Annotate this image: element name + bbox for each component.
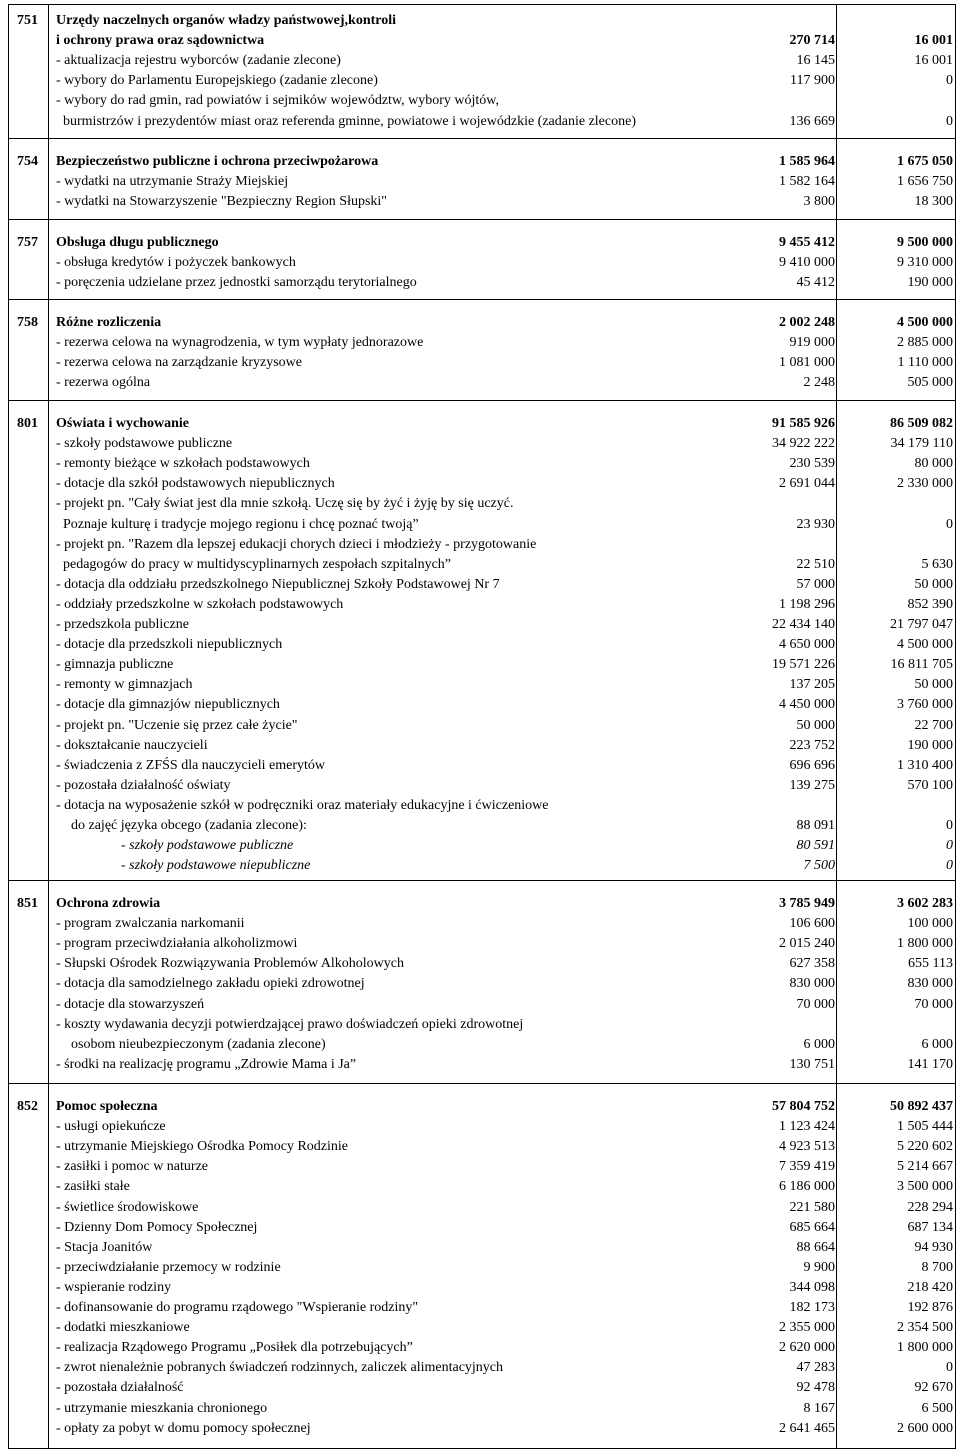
value-projection: 830 000	[907, 976, 953, 992]
row-label: - zasiłki stałe	[56, 1179, 130, 1195]
value-projection: 94 930	[914, 1239, 953, 1255]
value-projection: 6 000	[921, 1036, 953, 1052]
value-projection: 852 390	[907, 596, 953, 612]
value-plan: 91 585 926	[772, 416, 835, 431]
section-divider	[9, 1083, 955, 1084]
table-row	[9, 555, 955, 575]
table-row	[9, 595, 955, 615]
table-row	[9, 1177, 955, 1197]
section-header-row	[9, 414, 955, 434]
value-projection: 0	[946, 73, 953, 89]
section-code: 754	[17, 154, 38, 169]
value-projection: 5 220 602	[897, 1139, 953, 1155]
value-projection: 3 760 000	[897, 697, 953, 713]
row-label: - szkoły podstawowe publiczne	[56, 436, 233, 452]
table-row	[9, 816, 955, 836]
table-row	[9, 91, 955, 111]
value-projection: 80 000	[914, 456, 953, 472]
value-plan: 6 186 000	[779, 1179, 835, 1195]
row-label: - Stacja Joanitów	[56, 1239, 153, 1255]
table-row	[9, 253, 955, 273]
table-row	[9, 51, 955, 71]
value-plan: 22 434 140	[772, 617, 835, 632]
section-divider	[9, 299, 955, 300]
row-label: - szkoły podstawowe niepubliczne	[121, 858, 311, 874]
value-projection: 218 420	[907, 1279, 953, 1295]
row-label: - środki na realizację programu „Zdrowie Mama i Ja”	[56, 1056, 357, 1072]
value-projection: 21 797 047	[890, 617, 953, 632]
value-projection: 0	[946, 113, 953, 129]
row-label: Poznaje kulturę i tradycje mojego regionu i chcę poznać twoją”	[63, 516, 419, 532]
row-label: - opłaty za pobyt w domu pomocy społecznej	[56, 1420, 311, 1436]
table-row	[9, 1298, 955, 1318]
value-plan: 2 015 240	[779, 936, 835, 952]
value-projection: 100 000	[907, 916, 953, 932]
row-label: - dotacje dla gimnazjów niepublicznych	[56, 697, 280, 713]
value-plan: 70 000	[796, 996, 835, 1012]
value-plan: 4 923 513	[779, 1139, 835, 1155]
value-plan: 45 412	[796, 275, 835, 291]
table-row	[9, 172, 955, 192]
row-label: Oświata i wychowanie	[56, 416, 189, 431]
row-label: - dotacje dla stowarzyszeń	[56, 996, 205, 1012]
row-label: - dofinansowanie do programu rządowego "Wspieranie rodziny"	[56, 1300, 419, 1315]
value-projection: 655 113	[908, 956, 953, 972]
value-plan: 344 098	[789, 1279, 835, 1295]
table-row	[9, 1419, 955, 1439]
section-code: 852	[17, 1099, 38, 1114]
value-projection: 1 675 050	[897, 154, 953, 169]
table-row	[9, 836, 955, 856]
table-row	[9, 914, 955, 934]
value-projection: 1 800 000	[897, 1340, 953, 1356]
row-label: - Słupski Ośrodek Rozwiązywania Problemów Alkoholowych	[56, 956, 405, 972]
value-projection: 0	[946, 1360, 953, 1376]
value-plan: 23 930	[796, 516, 835, 532]
value-plan: 7 359 419	[779, 1159, 835, 1175]
value-plan: 47 283	[796, 1360, 835, 1376]
row-label: - utrzymanie Miejskiego Ośrodka Pomocy Rodzinie	[56, 1139, 348, 1155]
table-row	[9, 1358, 955, 1378]
row-label: - dokształcanie nauczycieli	[56, 737, 208, 753]
table-row	[9, 454, 955, 474]
section-divider	[9, 880, 955, 881]
value-plan: 8 167	[803, 1400, 835, 1416]
table-row	[9, 655, 955, 675]
value-projection: 50 000	[914, 576, 953, 592]
row-label: - zasiłki i pomoc w naturze	[56, 1159, 209, 1175]
value-plan: 9 900	[803, 1259, 835, 1275]
value-plan: 2 248	[803, 375, 835, 391]
row-label: - projekt pn. "Razem dla lepszej edukacji chorych dzieci i młodzieży - przygotowanie	[56, 536, 537, 552]
table-row	[9, 995, 955, 1015]
table-row	[9, 675, 955, 695]
value-projection: 228 294	[907, 1199, 953, 1215]
value-projection: 9 310 000	[897, 255, 953, 271]
table-row	[9, 1015, 955, 1035]
value-plan: 9 410 000	[779, 255, 835, 271]
row-label: Ochrona zdrowia	[56, 896, 161, 911]
section-header-row	[9, 313, 955, 333]
row-label: osobom nieubezpieczonym (zadania zlecone)	[71, 1036, 326, 1052]
table-row	[9, 934, 955, 954]
value-projection: 141 170	[907, 1056, 953, 1072]
value-projection: 570 100	[907, 777, 953, 793]
value-plan: 7 500	[803, 858, 835, 874]
row-label: - realizacja Rządowego Programu „Posiłek dla potrzebujących”	[56, 1340, 413, 1356]
table-row	[9, 434, 955, 454]
value-projection: 3 602 283	[897, 896, 953, 911]
table-row	[9, 776, 955, 796]
value-plan: 34 922 222	[772, 436, 835, 452]
row-label: - dodatki mieszkaniowe	[56, 1320, 190, 1336]
row-label: - dotacje dla szkół podstawowych niepublicznych	[56, 476, 335, 492]
value-plan: 139 275	[789, 777, 835, 793]
value-plan: 230 539	[789, 456, 835, 472]
value-plan: 270 714	[789, 33, 835, 49]
section-header-row	[9, 31, 955, 51]
row-label: - program zwalczania narkomanii	[56, 916, 245, 932]
budget-table	[8, 4, 956, 1449]
value-plan: 696 696	[789, 757, 835, 773]
row-label: - remonty w gimnazjach	[56, 677, 193, 693]
value-plan: 1 585 964	[779, 154, 835, 169]
value-projection: 16 001	[914, 53, 953, 69]
table-row	[9, 1157, 955, 1177]
value-plan: 1 123 424	[779, 1119, 835, 1135]
value-plan: 182 173	[789, 1300, 835, 1315]
value-projection: 2 330 000	[897, 476, 953, 492]
section-header-row	[9, 1097, 955, 1117]
row-label: - obsługa kredytów i pożyczek bankowych	[56, 255, 296, 271]
table-row	[9, 515, 955, 535]
value-plan: 50 000	[796, 717, 835, 733]
value-projection: 0	[946, 858, 953, 874]
row-label: - usługi opiekuńcze	[56, 1119, 166, 1135]
value-projection: 2 354 500	[897, 1320, 953, 1336]
row-label: - dotacja na wyposażenie szkół w podręczniki oraz materiały edukacyjne i ćwiczeniowe	[56, 797, 549, 813]
table-row	[9, 615, 955, 635]
row-label: - dotacja dla oddziału przedszkolnego Niepublicznej Szkoły Podstawowej Nr 7	[56, 576, 500, 592]
table-row	[9, 736, 955, 756]
row-label: - koszty wydawania decyzji potwierdzającej prawo doświadczeń opieki zdrowotnej	[56, 1016, 524, 1032]
value-projection: 1 656 750	[897, 174, 953, 190]
row-label: - program przeciwdziałania alkoholizmowi	[56, 936, 298, 952]
value-projection: 86 509 082	[890, 416, 953, 431]
table-row	[9, 474, 955, 494]
table-row	[9, 353, 955, 373]
section-divider	[9, 138, 955, 139]
value-projection: 8 700	[921, 1259, 953, 1275]
value-plan: 2 002 248	[779, 315, 835, 330]
table-row	[9, 1258, 955, 1278]
value-projection: 1 505 444	[897, 1119, 953, 1135]
table-row	[9, 535, 955, 555]
value-plan: 685 664	[789, 1219, 835, 1235]
row-label: - utrzymanie mieszkania chronionego	[56, 1400, 268, 1416]
table-row	[9, 1218, 955, 1238]
table-row	[9, 695, 955, 715]
row-label: - gimnazja publiczne	[56, 657, 174, 673]
row-label: - wybory do Parlamentu Europejskiego (zadanie zlecone)	[56, 73, 378, 89]
table-row	[9, 1238, 955, 1258]
table-row	[9, 856, 955, 876]
table-row	[9, 273, 955, 293]
row-label: do zajęć języka obcego (zadania zlecone):	[71, 818, 307, 833]
table-row	[9, 635, 955, 655]
value-projection: 192 876	[907, 1300, 953, 1315]
value-plan: 1 081 000	[779, 355, 835, 371]
value-plan: 4 650 000	[779, 637, 835, 653]
row-label: - rezerwa ogólna	[56, 375, 151, 391]
value-plan: 136 669	[789, 113, 835, 129]
section-divider	[9, 219, 955, 220]
row-label: - wydatki na Stowarzyszenie "Bezpieczny Region Słupski"	[56, 194, 388, 210]
section-header-row	[9, 894, 955, 914]
value-projection: 4 500 000	[897, 637, 953, 653]
table-row	[9, 373, 955, 393]
table-row	[9, 1117, 955, 1137]
value-plan: 88 664	[796, 1239, 835, 1255]
table-row	[9, 716, 955, 736]
value-plan: 2 641 465	[779, 1420, 835, 1436]
table-row	[9, 1278, 955, 1298]
row-label: - projekt pn. "Cały świat jest dla mnie szkołą. Uczę się by żyć i żyję by się uczyć.	[56, 496, 514, 512]
value-plan: 2 355 000	[779, 1320, 835, 1336]
value-projection: 22 700	[914, 717, 953, 733]
value-projection: 1 110 000	[897, 355, 953, 371]
value-projection: 2 885 000	[897, 335, 953, 351]
row-label: - remonty bieżące w szkołach podstawowych	[56, 456, 310, 472]
value-plan: 919 000	[789, 335, 835, 351]
value-projection: 70 000	[914, 996, 953, 1012]
value-projection: 687 134	[907, 1219, 953, 1235]
value-plan: 117 900	[790, 73, 835, 89]
section-header-row	[9, 152, 955, 172]
table-row	[9, 333, 955, 353]
section-header-row	[9, 11, 955, 31]
value-plan: 57 804 752	[772, 1099, 835, 1114]
value-plan: 6 000	[803, 1036, 835, 1052]
row-label: - przedszkola publiczne	[56, 617, 189, 632]
value-projection: 50 892 437	[890, 1099, 953, 1114]
value-projection: 1 310 400	[897, 757, 953, 773]
value-plan: 57 000	[796, 576, 835, 592]
row-label: Pomoc społeczna	[56, 1099, 158, 1114]
row-label: - poręczenia udzielane przez jednostki samorządu terytorialnego	[56, 275, 417, 291]
table-row	[9, 954, 955, 974]
value-plan: 19 571 226	[772, 657, 835, 673]
row-label: - przeciwdziałanie przemocy w rodzinie	[56, 1259, 281, 1275]
section-code: 751	[17, 13, 38, 28]
row-label: - wspieranie rodziny	[56, 1279, 172, 1295]
value-projection: 4 500 000	[897, 315, 953, 330]
table-row	[9, 974, 955, 994]
table-row	[9, 756, 955, 776]
table-row	[9, 796, 955, 816]
table-row	[9, 494, 955, 514]
table-row	[9, 1378, 955, 1398]
table-row	[9, 71, 955, 91]
table-row	[9, 1137, 955, 1157]
value-plan: 137 205	[789, 677, 835, 693]
row-label: - dotacja dla samodzielnego zakładu opieki zdrowotnej	[56, 976, 365, 992]
value-projection: 34 179 110	[890, 436, 953, 452]
value-plan: 2 620 000	[779, 1340, 835, 1356]
row-label: - wydatki na utrzymanie Straży Miejskiej	[56, 174, 289, 190]
value-projection: 5 214 667	[897, 1159, 953, 1175]
row-label: Różne rozliczenia	[56, 315, 162, 330]
table-row	[9, 1035, 955, 1055]
row-label: - rezerwa celowa na zarządzanie kryzysowe	[56, 355, 303, 371]
section-code: 801	[17, 416, 38, 431]
row-label: Obsługa długu publicznego	[56, 235, 219, 250]
value-plan: 1 582 164	[779, 174, 835, 190]
row-label: - pozostała działalność oświaty	[56, 777, 231, 793]
value-plan: 627 358	[789, 956, 835, 972]
value-plan: 106 600	[789, 916, 835, 932]
value-projection: 6 500	[921, 1400, 953, 1416]
table-row	[9, 112, 955, 132]
table-row	[9, 1055, 955, 1075]
value-projection: 0	[946, 838, 953, 854]
value-plan: 22 510	[796, 556, 835, 572]
row-label: burmistrzów i prezydentów miast oraz referenda gminne, powiatowe i wojewódzkie (zadanie zlecone)	[63, 113, 636, 129]
section-code: 851	[17, 896, 38, 911]
row-label: - wybory do rad gmin, rad powiatów i sejmików województw, wybory wójtów,	[56, 93, 500, 109]
table-row	[9, 192, 955, 212]
row-label: Bezpieczeństwo publiczne i ochrona przeciwpożarowa	[56, 154, 379, 169]
value-plan: 130 751	[789, 1056, 835, 1072]
value-projection: 1 800 000	[897, 936, 953, 952]
row-label: - Dzienny Dom Pomocy Społecznej	[56, 1219, 258, 1235]
value-plan: 2 691 044	[779, 476, 835, 492]
value-plan: 4 450 000	[779, 697, 835, 713]
section-code: 757	[17, 235, 38, 250]
row-label: Urzędy naczelnych organów władzy państwowej,kontroli	[56, 13, 397, 28]
table-row	[9, 1318, 955, 1338]
value-projection: 5 630	[921, 556, 953, 572]
row-label: pedagogów do pracy w multidyscyplinarnych zespołach szpitalnych”	[63, 556, 451, 572]
value-plan: 221 580	[789, 1199, 835, 1215]
table-row	[9, 1338, 955, 1358]
value-projection: 0	[946, 516, 953, 532]
value-projection: 0	[946, 818, 953, 833]
value-plan: 9 455 412	[779, 235, 835, 250]
value-plan: 88 091	[796, 818, 835, 833]
table-row	[9, 1399, 955, 1419]
table-row	[9, 1198, 955, 1218]
row-label: - rezerwa celowa na wynagrodzenia, w tym wypłaty jednorazowe	[56, 335, 424, 351]
row-label: - zwrot nienależnie pobranych świadczeń rodzinnych, zaliczek alimentacyjnych	[56, 1360, 504, 1376]
row-label: - szkoły podstawowe publiczne	[121, 838, 294, 854]
value-projection: 92 670	[914, 1380, 953, 1396]
value-plan: 1 198 296	[779, 596, 835, 612]
value-plan: 92 478	[796, 1380, 835, 1396]
value-projection: 2 600 000	[897, 1420, 953, 1436]
section-divider	[9, 400, 955, 401]
section-code: 758	[17, 315, 38, 330]
row-label: i ochrony prawa oraz sądownictwa	[56, 33, 265, 49]
row-label: - pozostała działalność	[56, 1380, 184, 1396]
value-plan: 16 145	[796, 53, 835, 69]
row-label: - aktualizacja rejestru wyborców (zadanie zlecone)	[56, 53, 341, 69]
value-projection: 190 000	[907, 737, 953, 753]
table-row	[9, 575, 955, 595]
value-plan: 3 785 949	[779, 896, 835, 911]
row-label: - dotacje dla przedszkoli niepublicznych	[56, 637, 283, 653]
row-label: - oddziały przedszkolne w szkołach podstawowych	[56, 596, 344, 612]
value-projection: 3 500 000	[897, 1179, 953, 1195]
value-projection: 50 000	[914, 677, 953, 693]
row-label: - świadczenia z ZFŚS dla nauczycieli emerytów	[56, 757, 326, 773]
value-plan: 80 591	[796, 838, 835, 854]
value-projection: 190 000	[907, 275, 953, 291]
section-header-row	[9, 233, 955, 253]
value-plan: 223 752	[789, 737, 835, 753]
value-projection: 16 001	[914, 33, 953, 49]
value-projection: 16 811 705	[890, 657, 953, 673]
value-projection: 18 300	[914, 194, 953, 210]
value-projection: 505 000	[907, 375, 953, 391]
value-plan: 830 000	[789, 976, 835, 992]
row-label: - świetlice środowiskowe	[56, 1199, 199, 1215]
value-projection: 9 500 000	[897, 235, 953, 250]
row-label: - projekt pn. "Uczenie się przez całe życie"	[56, 717, 298, 733]
value-plan: 3 800	[803, 194, 835, 210]
